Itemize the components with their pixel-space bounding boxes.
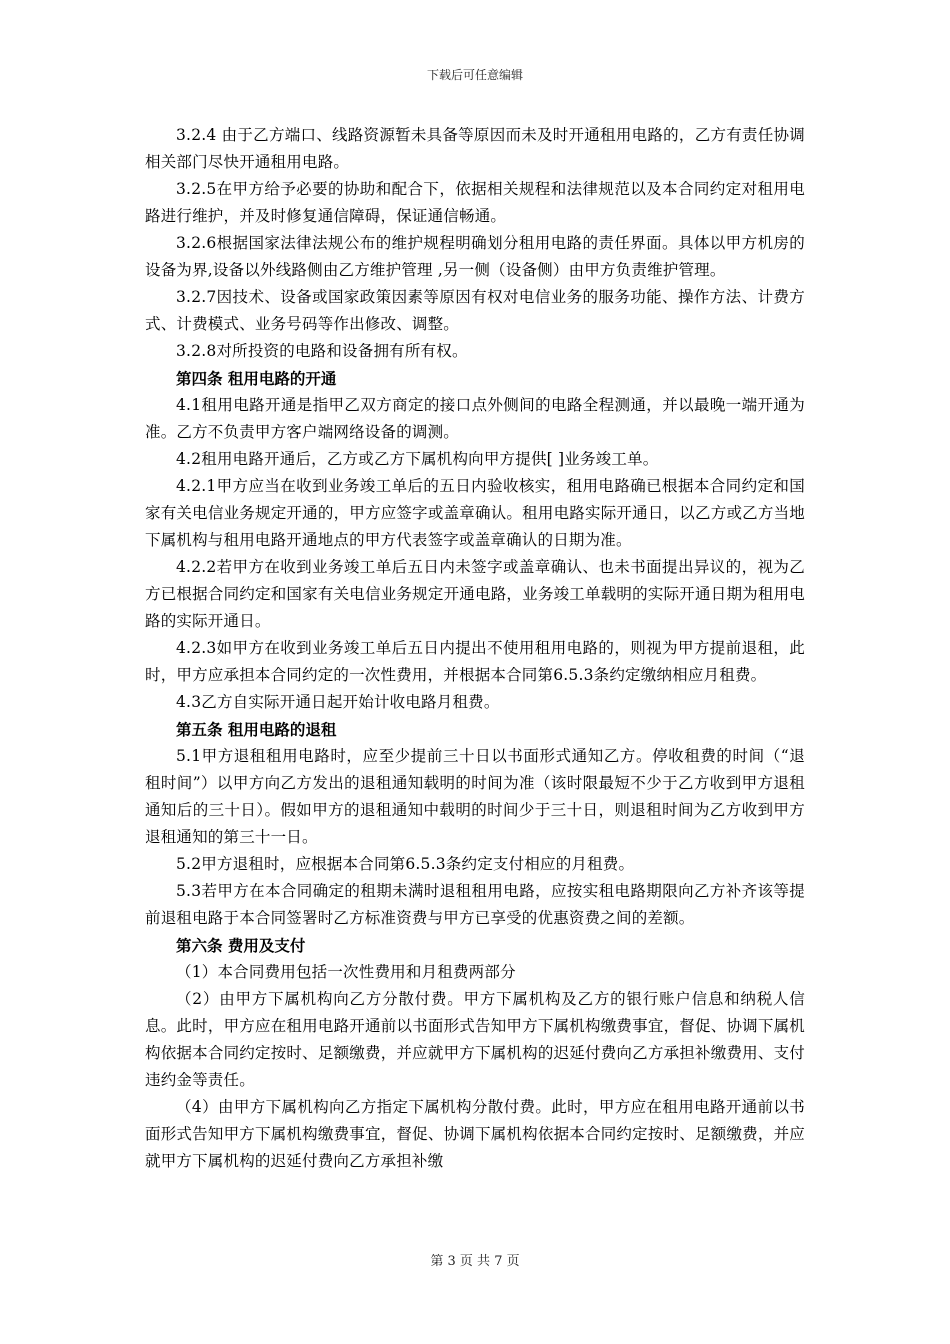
paragraph-3-2-7: 3.2.7因技术、设备或国家政策因素等原因有权对电信业务的服务功能、操作方法、计费方式、计费模式、业务号码等作出修改、调整。 <box>145 288 805 333</box>
section-heading-5: 第五条 租用电路的退租 <box>176 720 337 739</box>
paragraph-3-2-6: 3.2.6根据国家法律法规公布的维护规程明确划分租用电路的责任界面。具体以甲方机房的设备为界,设备以外线路侧由乙方维护管理 ,另一侧（设备侧）由甲方负责维护管理。 <box>145 234 805 279</box>
paragraph-4-3: 4.3乙方自实际开通日起开始计收电路月租费。 <box>176 693 500 711</box>
paragraph-4-2: 4.2租用电路开通后，乙方或乙方下属机构向甲方提供[ ]业务竣工单。 <box>176 450 659 468</box>
paragraph-3-2-4: 3.2.4 由于乙方端口、线路资源暂未具备等原因而未及时开通租用电路的，乙方有责任协调相关部门尽快开通租用电路。 <box>145 126 805 171</box>
paragraph-4-2-3: 4.2.3如甲方在收到业务竣工单后五日内提出不使用租用电路的，则视为甲方提前退租，此时，甲方应承担本合同约定的一次性费用，并根据本合同第6.5.3条约定缴纳相应月租费。 <box>145 639 805 684</box>
section-heading-4: 第四条 租用电路的开通 <box>176 369 337 388</box>
paragraph-4-1: 4.1租用电路开通是指甲乙双方商定的接口点外侧间的电路全程测通，并以最晚一端开通为准。乙方不负责甲方客户端网络设备的调测。 <box>145 396 805 441</box>
paragraph-5-1: 5.1甲方退租租用电路时，应至少提前三十日以书面形式通知乙方。停收租费的时间（“退租时间”）以甲方向乙方发出的退租通知载明的时间为准（该时限最短不少于乙方收到甲方退租通知后的三十日）。假如甲方的退租通知中载明的时间少于三十日，则退租时间为乙方收到甲方退租通知的第三十一日。 <box>145 747 805 846</box>
paragraph-5-3: 5.3若甲方在本合同确定的租期未满时退租租用电路，应按实租电路期限向乙方补齐该等提前退租电路于本合同签署时乙方标准资费与甲方已享受的优惠资费之间的差额。 <box>145 882 805 927</box>
document-body <box>145 122 805 1175</box>
paragraph-6-2: （2）由甲方下属机构向乙方分散付费。甲方下属机构及乙方的银行账户信息和纳税人信息。此时，甲方应在租用电路开通前以书面形式告知甲方下属机构缴费事宜，督促、协调下属机构依据本合同约定按时、足额缴费，并应就甲方下属机构的迟延付费向乙方承担补缴费用、支付违约金等责任。 <box>145 990 805 1089</box>
paragraph-3-2-8: 3.2.8对所投资的电路和设备拥有所有权。 <box>176 342 468 360</box>
paragraph-6-4: （4）由甲方下属机构向乙方指定下属机构分散付费。此时，甲方应在租用电路开通前以书面形式告知甲方下属机构缴费事宜，督促、协调下属机构依据本合同约定按时、足额缴费，并应就甲方下属机构的迟延付费向乙方承担补缴 <box>145 1098 805 1170</box>
page-header-note: 下载后可任意编辑 <box>426 68 523 82</box>
paragraph-4-2-2: 4.2.2若甲方在收到业务竣工单后五日内未签字或盖章确认、也未书面提出异议的，视为乙方已根据合同约定和国家有关电信业务规定开通电路，业务竣工单载明的实际开通日期为租用电路的实际开通日。 <box>145 558 805 630</box>
paragraph-4-2-1: 4.2.1甲方应当在收到业务竣工单后的五日内验收核实，租用电路确已根据本合同约定和国家有关电信业务规定开通的，甲方应签字或盖章确认。租用电路实际开通日，以乙方或乙方当地下属机构与租用电路开通地点的甲方代表签字或盖章确认的日期为准。 <box>145 477 805 549</box>
section-heading-6: 第六条 费用及支付 <box>176 936 306 955</box>
paragraph-6-1: （1）本合同费用包括一次性费用和月租费两部分 <box>176 963 516 981</box>
paragraph-3-2-5: 3.2.5在甲方给予必要的协助和配合下，依据相关规程和法律规范以及本合同约定对租用电路进行维护，并及时修复通信障碍，保证通信畅通。 <box>145 180 805 225</box>
paragraph-5-2: 5.2甲方退租时，应根据本合同第6.5.3条约定支付相应的月租费。 <box>176 855 635 873</box>
page-footer-number: 第 3 页 共 7 页 <box>430 1254 520 1269</box>
